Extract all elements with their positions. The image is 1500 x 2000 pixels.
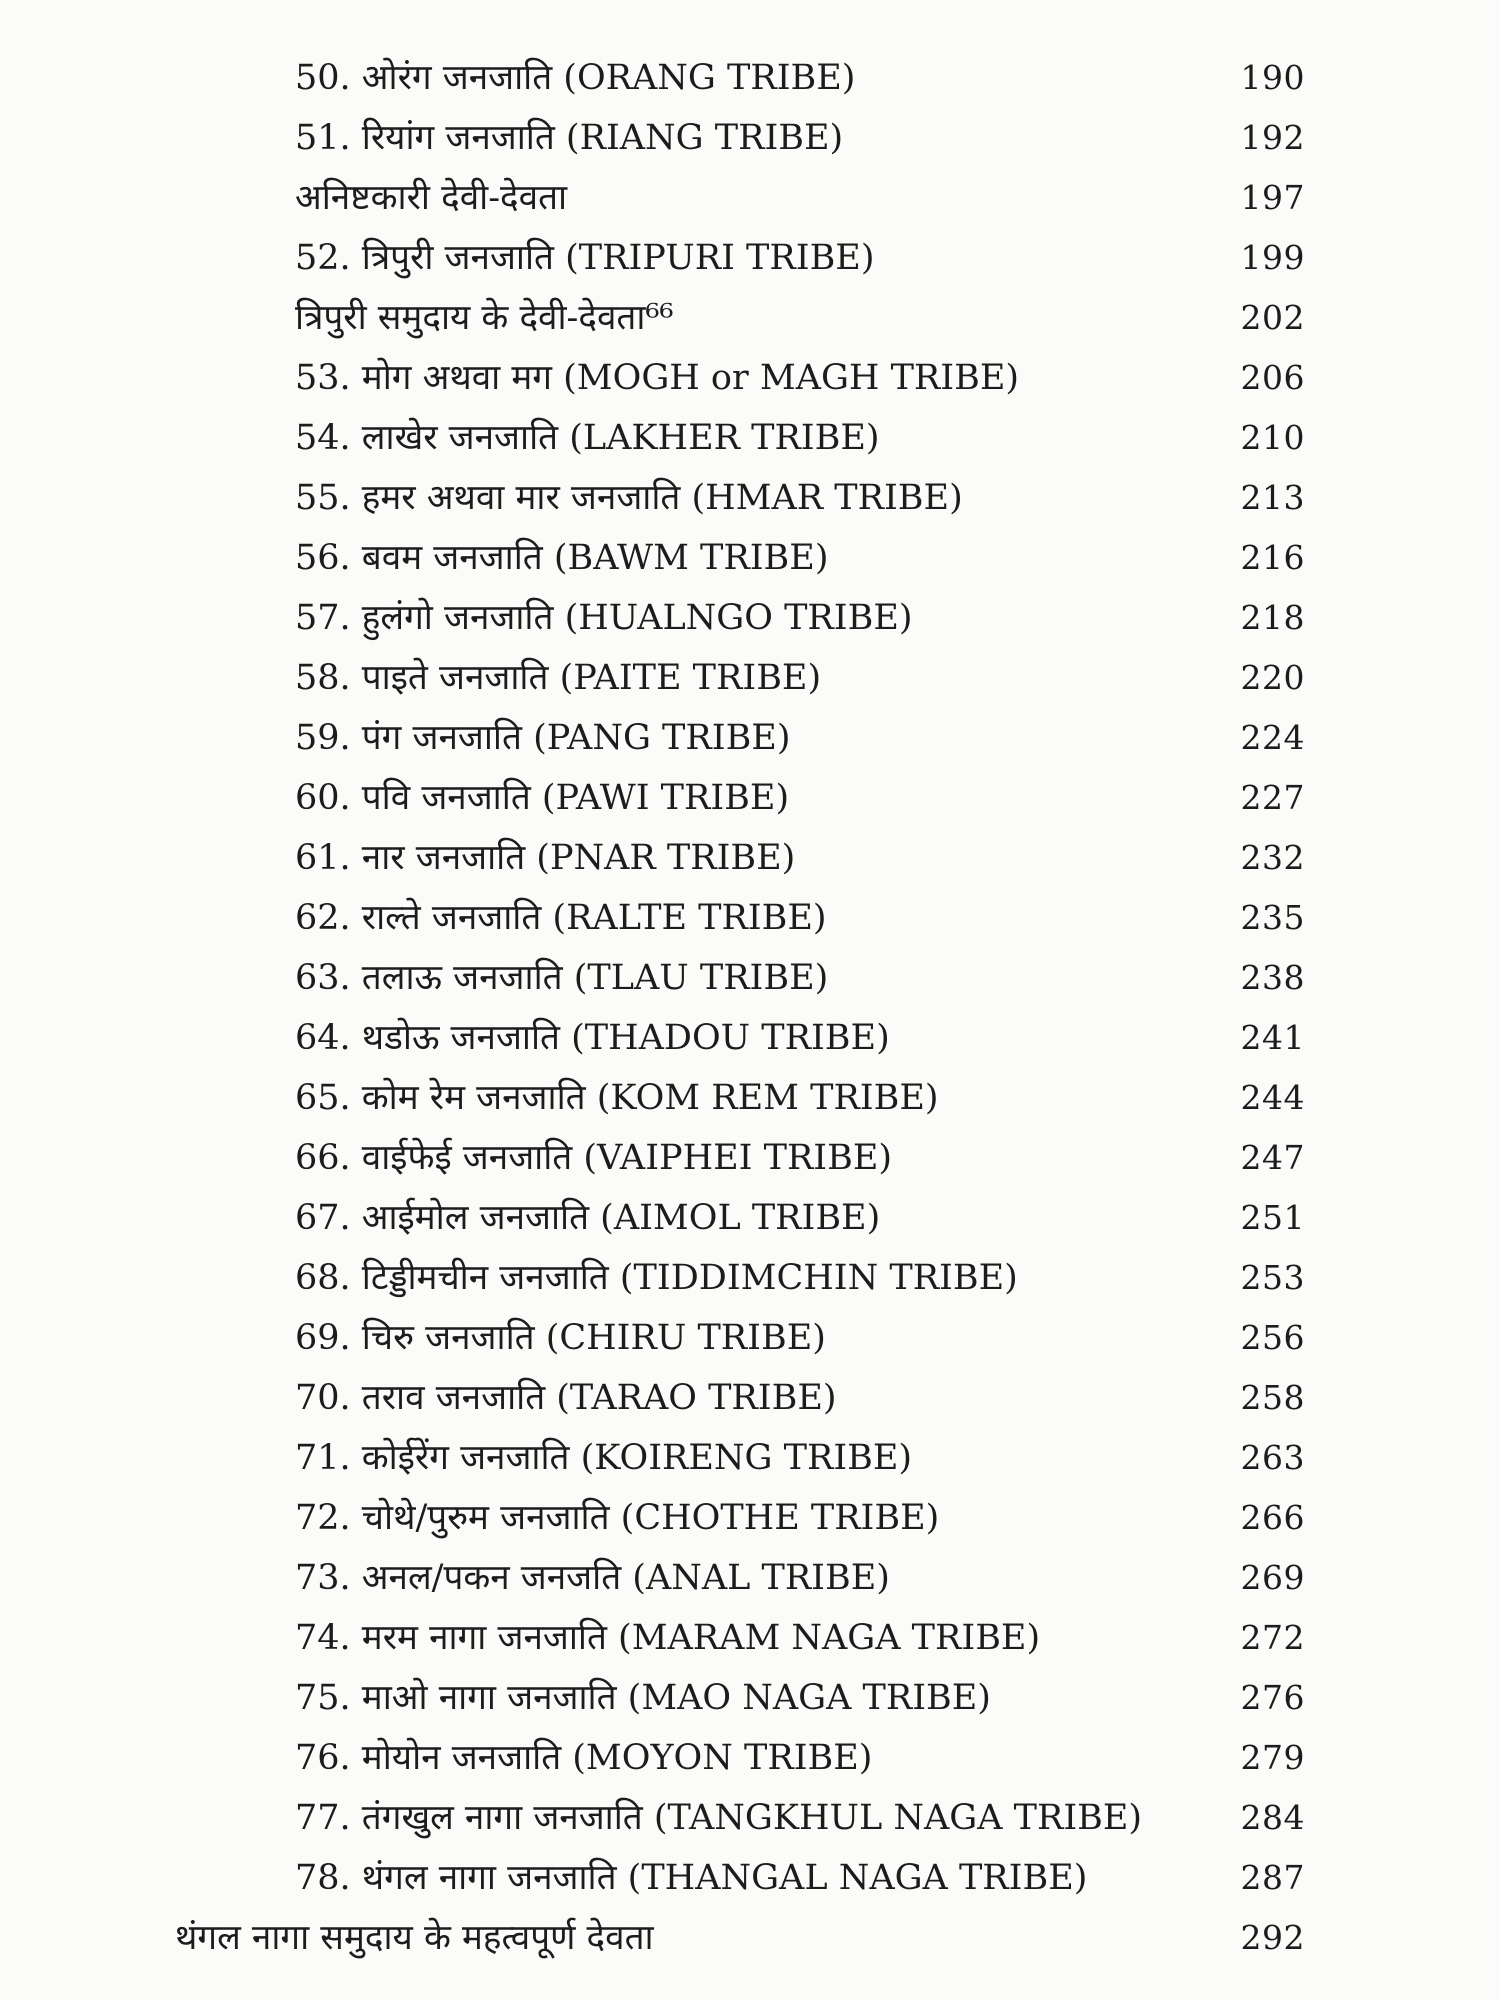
toc-entry-page-number: 218: [1240, 598, 1305, 637]
toc-entry-title: 75. माओ नागा जनजाति (MAO NAGA TRIBE): [295, 1678, 991, 1718]
toc-entry-page-number: 258: [1240, 1378, 1305, 1417]
toc-entry-page-number: 224: [1240, 718, 1305, 757]
toc-entry-title: 58. पाइते जनजाति (PAITE TRIBE): [295, 658, 822, 698]
toc-entry-page-number: 276: [1240, 1678, 1305, 1717]
toc-entry: [295, 110, 1305, 166]
toc-entry-page-number: 190: [1240, 58, 1305, 97]
toc-entry-title: 55. हमर अथवा मार जनजाति (HMAR TRIBE): [295, 478, 963, 518]
toc-entry-title: 57. हुलंगो जनजाति (HUALNGO TRIBE): [295, 598, 913, 638]
toc-entry: [295, 290, 1305, 346]
toc-entry-title: 54. लाखेर जनजाति (LAKHER TRIBE): [295, 418, 880, 458]
toc-entry-title: 51. रियांग जनजाति (RIANG TRIBE): [295, 118, 844, 158]
toc-entry-page-number: 266: [1240, 1498, 1305, 1537]
toc-entry: [295, 350, 1305, 406]
toc-entry: [295, 230, 1305, 286]
toc-entry: [295, 1310, 1305, 1366]
toc-entry-page-number: 197: [1240, 178, 1305, 217]
toc-entry: [295, 1130, 1305, 1186]
toc-entry: [295, 170, 1305, 226]
toc-entry-title: 65. कोम रेम जनजाति (KOM REM TRIBE): [295, 1078, 939, 1118]
toc-entry-page-number: 263: [1240, 1438, 1305, 1477]
toc-entry-title: 50. ओरंग जनजाति (ORANG TRIBE): [295, 58, 856, 98]
toc-entry: [295, 1070, 1305, 1126]
toc-entry-title: 73. अनल/पकन जनजति (ANAL TRIBE): [295, 1558, 890, 1598]
toc-entry-title: 64. थडोऊ जनजाति (THADOU TRIBE): [295, 1018, 890, 1058]
toc-entry-page-number: 287: [1240, 1858, 1305, 1897]
toc-entry: [295, 1010, 1305, 1066]
toc-entry: [175, 1910, 1305, 1966]
toc-entry-page-number: 220: [1240, 658, 1305, 697]
toc-entry-title: 78. थंगल नागा जनजाति (THANGAL NAGA TRIBE): [295, 1858, 1088, 1898]
toc-entry-page-number: 238: [1240, 958, 1305, 997]
toc-entry-page-number: 292: [1240, 1918, 1305, 1957]
toc-entry-page-number: 253: [1240, 1258, 1305, 1297]
toc-entry: [295, 1670, 1305, 1726]
toc-entry: [295, 1790, 1305, 1846]
toc-entry: [295, 1850, 1305, 1906]
toc-entry-title: 56. बवम जनजाति (BAWM TRIBE): [295, 538, 829, 578]
toc-entry-page-number: 244: [1240, 1078, 1305, 1117]
toc-entry-title: 68. टिड्डीमचीन जनजाति (TIDDIMCHIN TRIBE): [295, 1258, 1018, 1298]
toc-entry-title: 52. त्रिपुरी जनजाति (TRIPURI TRIBE): [295, 238, 875, 278]
toc-entry-page-number: 213: [1240, 478, 1305, 517]
toc-entry-title: 53. मोग अथवा मग (MOGH or MAGH TRIBE): [295, 358, 1020, 398]
toc-entry: [295, 470, 1305, 526]
toc-entry-page-number: 272: [1240, 1618, 1305, 1657]
toc-entry-page-number: 210: [1240, 418, 1305, 457]
toc-entry-title: 71. कोईरेंग जनजाति (KOIRENG TRIBE): [295, 1438, 913, 1478]
toc-entry-page-number: 232: [1240, 838, 1305, 877]
toc-entry-title: 76. मोयोन जनजाति (MOYON TRIBE): [295, 1738, 873, 1778]
toc-entry-title: 72. चोथे/पुरुम जनजाति (CHOTHE TRIBE): [295, 1498, 940, 1538]
toc-entry-title: 60. पवि जनजाति (PAWI TRIBE): [295, 778, 790, 818]
toc-entry-page-number: 192: [1240, 118, 1305, 157]
toc-entry-title: 67. आईमोल जनजाति (AIMOL TRIBE): [295, 1198, 881, 1238]
toc-entry-page-number: 247: [1240, 1138, 1305, 1177]
toc-entry-page-number: 279: [1240, 1738, 1305, 1777]
toc-entry: [295, 590, 1305, 646]
toc-entry: [295, 410, 1305, 466]
toc-entry-title: अनिष्टकारी देवी-देवता: [295, 178, 568, 218]
toc-entry-title: थंगल नागा समुदाय के महत्वपूर्ण देवता: [175, 1918, 654, 1958]
toc-entry-title: 70. तराव जनजाति (TARAO TRIBE): [295, 1378, 837, 1418]
toc-entry-title: 77. तंगखुल नागा जनजाति (TANGKHUL NAGA TRIBE): [295, 1798, 1143, 1838]
toc-entry: [295, 1190, 1305, 1246]
toc-entry-page-number: 241: [1240, 1018, 1305, 1057]
toc-entry-page-number: 235: [1240, 898, 1305, 937]
toc-entry: [295, 1610, 1305, 1666]
toc-entry: [295, 1490, 1305, 1546]
toc-entry-page-number: 256: [1240, 1318, 1305, 1357]
toc-entry-title: 62. राल्ते जनजाति (RALTE TRIBE): [295, 898, 827, 938]
toc-entry: [295, 1430, 1305, 1486]
toc-entry: [295, 830, 1305, 886]
toc-entry: [295, 1250, 1305, 1306]
toc-entry-page-number: 251: [1240, 1198, 1305, 1237]
toc-entry-page-number: 227: [1240, 778, 1305, 817]
toc-entry-title: त्रिपुरी समुदाय के देवी-देवता⁶⁶: [295, 298, 674, 338]
toc-entry-page-number: 199: [1240, 238, 1305, 277]
toc-entry-title: 74. मरम नागा जनजाति (MARAM NAGA TRIBE): [295, 1618, 1041, 1658]
toc-entry-page-number: 202: [1240, 298, 1305, 337]
toc-entry: [295, 1730, 1305, 1786]
toc-entry-title: 61. नार जनजाति (PNAR TRIBE): [295, 838, 796, 878]
toc-entry: [295, 650, 1305, 706]
toc-entry-title: 63. तलाऊ जनजाति (TLAU TRIBE): [295, 958, 829, 998]
toc-entry: [295, 530, 1305, 586]
toc-entry-page-number: 269: [1240, 1558, 1305, 1597]
toc-entry: [295, 710, 1305, 766]
toc-entry: [295, 1370, 1305, 1426]
toc-entry: [295, 890, 1305, 946]
toc-entry-page-number: 206: [1240, 358, 1305, 397]
toc-entry-page-number: 216: [1240, 538, 1305, 577]
toc-entry: [295, 950, 1305, 1006]
toc-entry-title: 59. पंग जनजाति (PANG TRIBE): [295, 718, 791, 758]
toc-entry: [295, 50, 1305, 106]
toc-entry: [295, 1550, 1305, 1606]
toc-entry-page-number: 284: [1240, 1798, 1305, 1837]
toc-entry-title: 66. वाईफेई जनजाति (VAIPHEI TRIBE): [295, 1138, 893, 1178]
toc-entry-title: 69. चिरु जनजाति (CHIRU TRIBE): [295, 1318, 826, 1358]
toc-entry: [295, 770, 1305, 826]
